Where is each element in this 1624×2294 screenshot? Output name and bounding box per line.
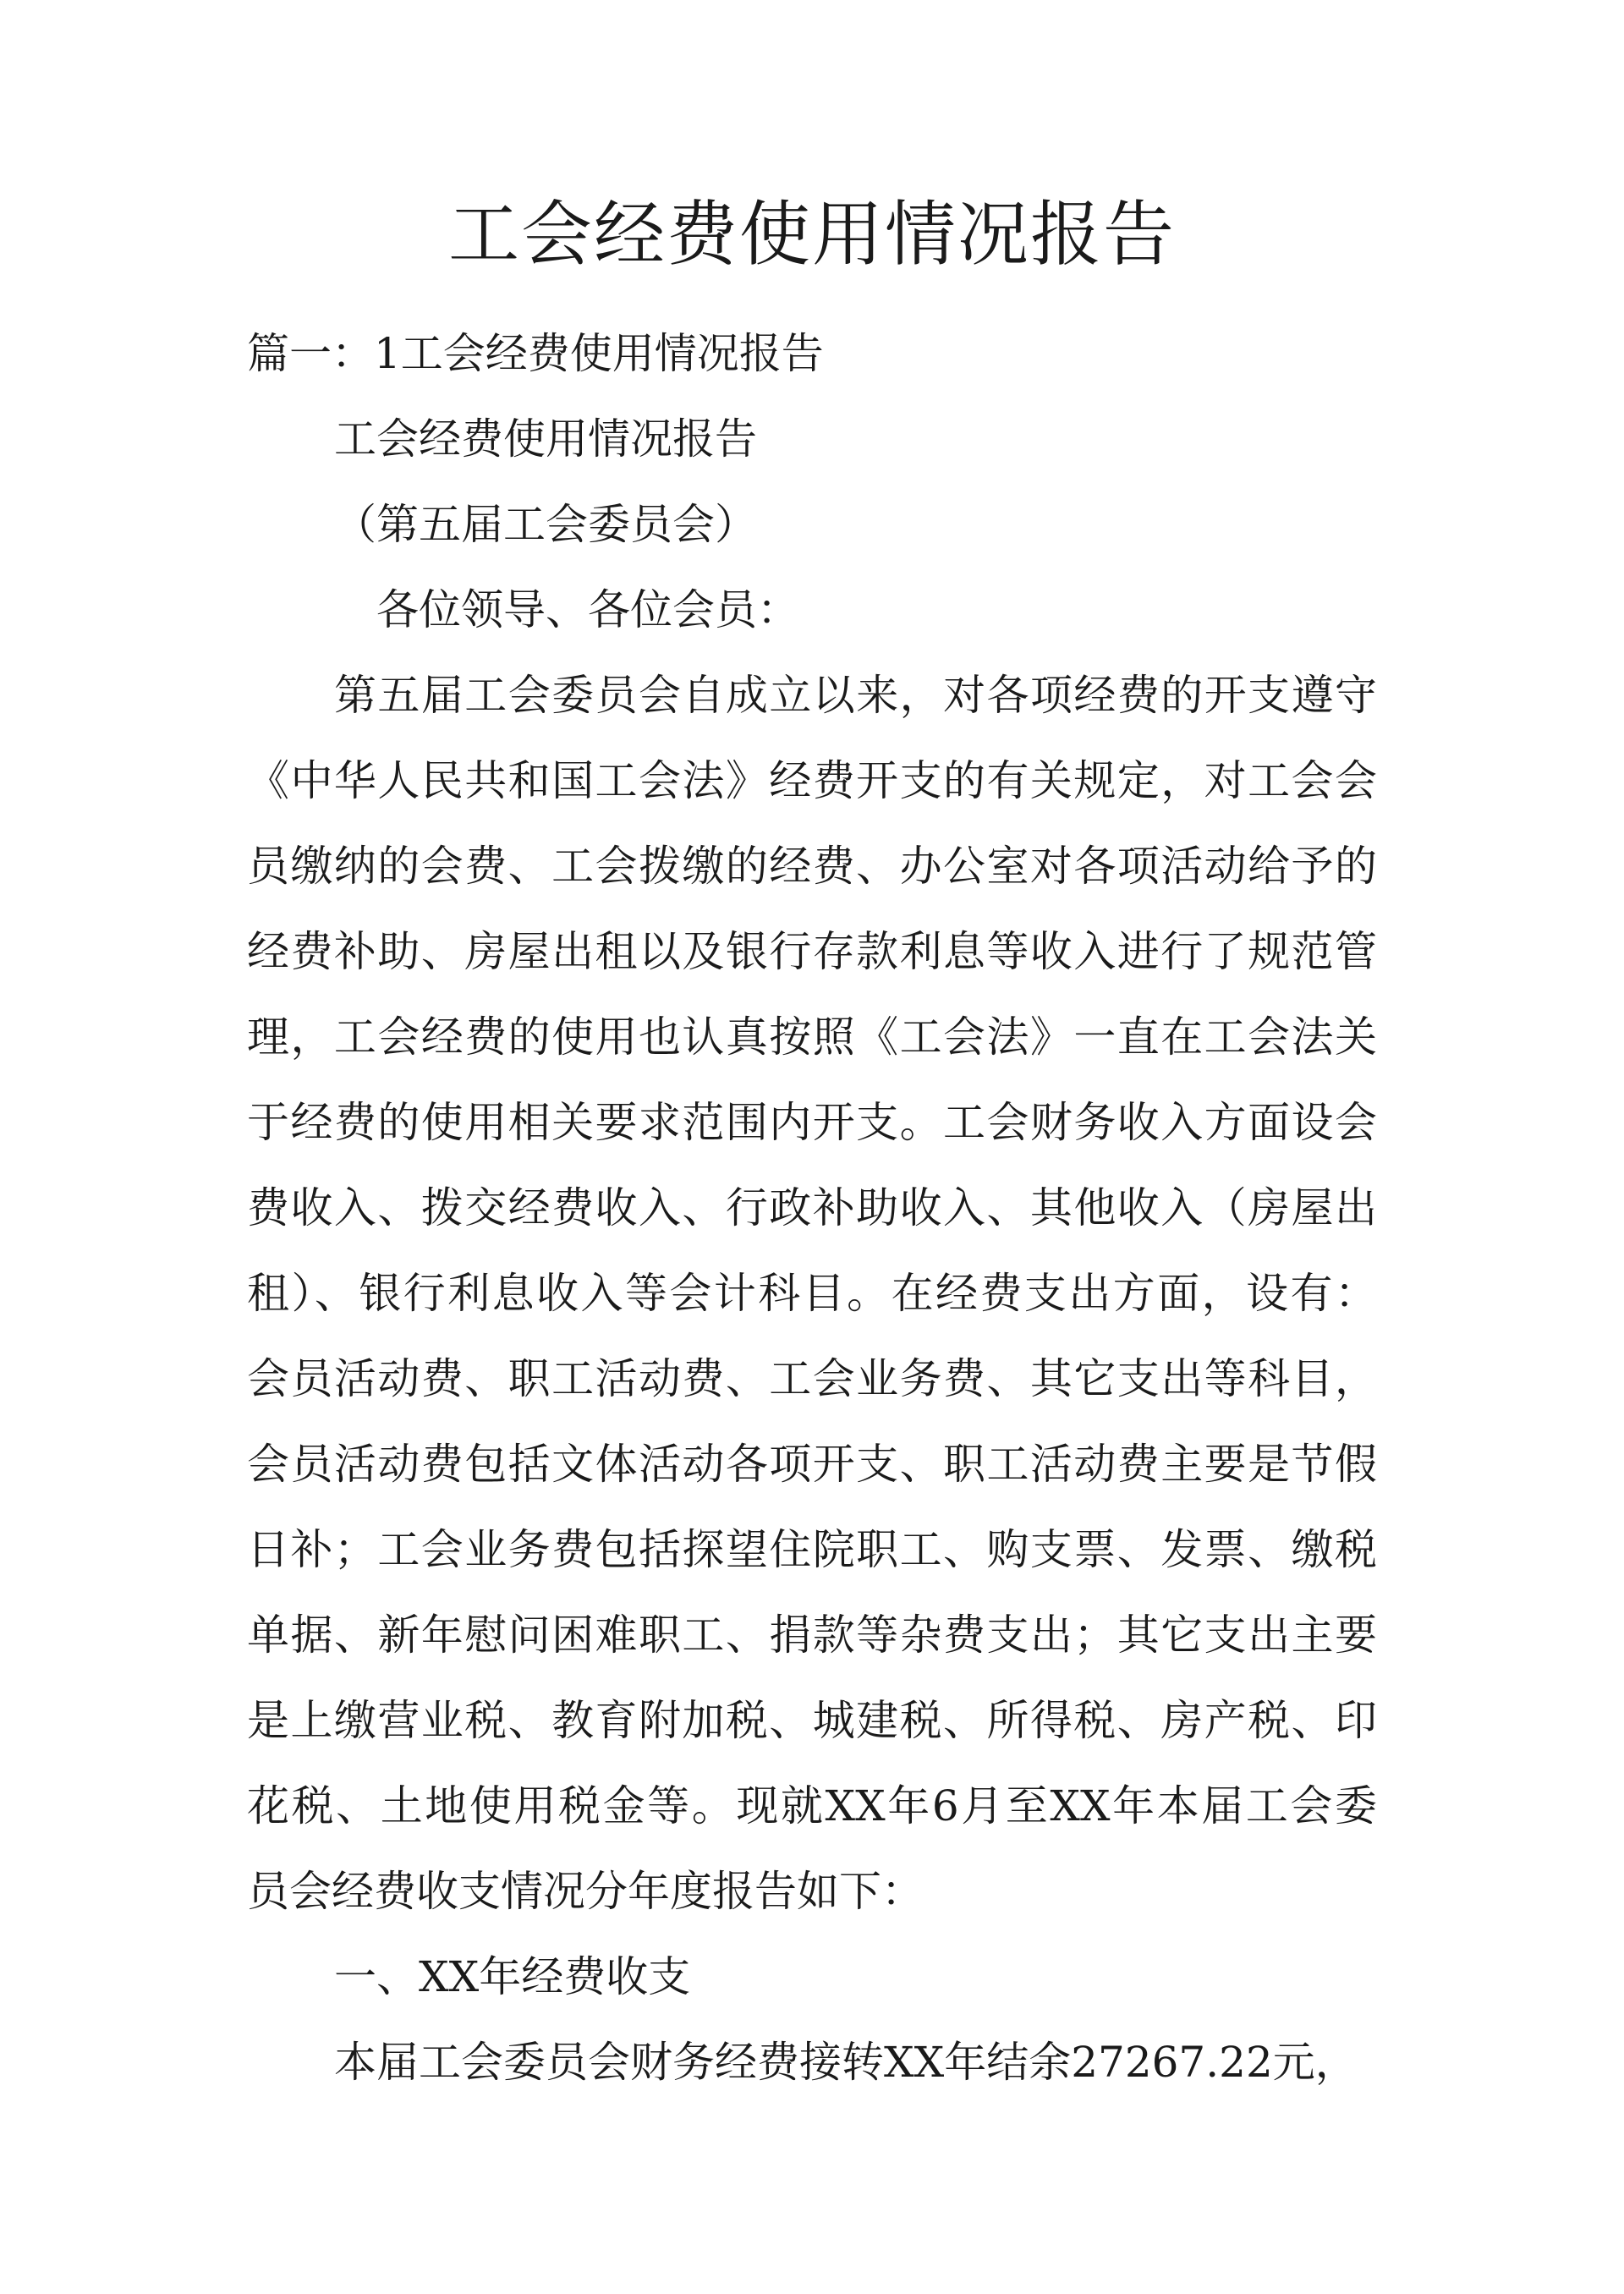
document-title: 工会经费使用情况报告 xyxy=(447,193,1176,276)
body-line: 日补；工会业务费包括探望住院职工、购支票、发票、缴税 xyxy=(247,1525,1377,1574)
body-line: 员缴纳的会费、工会拨缴的经费、办公室对各项活动给予的 xyxy=(247,842,1377,891)
body-line: 理，工会经费的使用也认真按照《工会法》一直在工会法关 xyxy=(247,1013,1377,1062)
body-line: 租）、银行利息收入等会计科目。在经费支出方面，设有： xyxy=(247,1269,1377,1318)
committee-line: （第五届工会委员会） xyxy=(334,500,757,549)
body-line: 会员活动费、职工活动费、工会业务费、其它支出等科目， xyxy=(247,1354,1377,1403)
salutation: 各位领导、各位会员： xyxy=(376,585,799,634)
body-line: 费收入、拨交经费收入、行政补助收入、其他收入（房屋出 xyxy=(247,1183,1377,1232)
body-line: 本届工会委员会财务经费接转XX年结余27267.22元， xyxy=(334,2038,1358,2087)
body-line: 《中华人民共和国工会法》经费开支的有关规定，对工会会 xyxy=(247,756,1377,805)
body-line: 员会经费收支情况分年度报告如下： xyxy=(247,1867,924,1916)
body-line: 花税、土地使用税金等。现就XX年6月至XX年本届工会委 xyxy=(247,1781,1377,1830)
subheading: 一、XX年经费收支 xyxy=(334,1952,691,2001)
body-line: 会员活动费包括文体活动各项开支、职工活动费主要是节假 xyxy=(247,1440,1377,1489)
body-line: 经费补助、房屋出租以及银行存款利息等收入进行了规范管 xyxy=(247,927,1377,976)
report-subtitle: 工会经费使用情况报告 xyxy=(334,414,757,464)
body-line: 第五届工会委员会自成立以来，对各项经费的开支遵守 xyxy=(334,671,1377,720)
body-line: 单据、新年慰问困难职工、捐款等杂费支出；其它支出主要 xyxy=(247,1611,1377,1660)
section-heading: 篇一：1工会经费使用情况报告 xyxy=(247,329,824,378)
body-line: 是上缴营业税、教育附加税、城建税、所得税、房产税、印 xyxy=(247,1696,1377,1745)
body-line: 于经费的使用相关要求范围内开支。工会财务收入方面设会 xyxy=(247,1098,1377,1147)
